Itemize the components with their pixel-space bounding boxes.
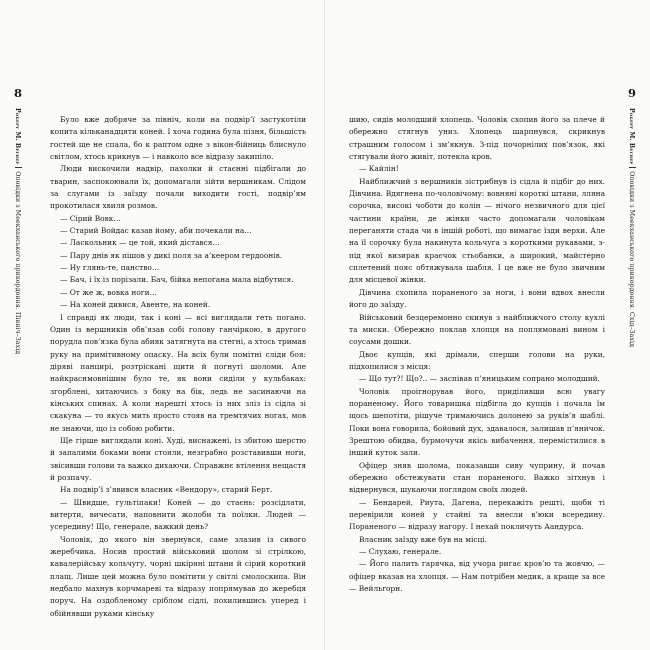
paragraph: — Бач, і їх із порізали. Бач, бійка непогана мала відбутися. <box>60 275 294 285</box>
paragraph: Власник заїзду вже був на місці. <box>359 534 487 544</box>
left-running-head-author: Роберт М. Вегнер <box>14 108 21 165</box>
paragraph: — На коней дивися, Авенте, на коней. <box>60 300 211 310</box>
paragraph: — Ну глянь-те, панство… <box>60 263 160 273</box>
right-page <box>325 0 650 650</box>
paragraph: Було вже добряче за північ, коли на подвір’ї застукотіли копита кільканадцяти коней. І хоча година була пізня, більшість гостей ще не спала, бо к раптом одне з вікон-бійниць блиснуло світлом, хтось крикнув — і навколо все відразу закипіло. <box>50 115 306 162</box>
right-running-head <box>625 86 639 606</box>
paragraph: Чоловік, до якого він звернувся, саме злазив із сивого жеребчика. Носив простий військовий шолом зі стрілкою, кавалерійську кольчугу, чорні шкіряні штани й сірий короткий плащ. Лише цей можна було помітити у світлі смолоскипа. Він недбало махнув корчмареві та відразу попрямував до жеребця поруч. На оздобленому сріблом сідлі, похилившись уперед і обійнявши руками кінську <box>50 534 306 618</box>
paragraph: — Швидше, гультіпаки! Коней — до стаєнь: розсідлати, витерти, вичесати, наповнити жолоби та поїлки. Людей — усередину! Що, генерале, важкий день? <box>50 497 306 532</box>
paragraph: Офіцер зняв шолома, показавши сиву чуприну, й почав обережно обстежувати стан пораненого. Важко зітхнув і відвернувся, шукаючи поглядом своїх людей. <box>349 460 605 495</box>
left-running-head-title: Оповідки з Меекханського прикордоння. Північ–Захід <box>14 171 21 355</box>
left-running-head <box>11 86 25 606</box>
paragraph: — Кайлін! <box>359 164 399 174</box>
left-running-head-text <box>13 108 22 354</box>
left-vertical-head <box>11 108 25 588</box>
paragraph: Військовий безцеремонно скинув з найближчого столу кухлі та миски. Обережно поклав хлопця на поплямовані вином і соусами дошки. <box>349 312 605 347</box>
paragraph: — Пару днів як пішов у дикі поля за а’кеером гердоонів. <box>60 250 283 260</box>
paragraph: — Ласкольник — це той, який дістався… <box>60 238 220 248</box>
paragraph: — От же ж, вовка ноги… <box>60 287 157 297</box>
left-page-number: 8 <box>13 86 22 100</box>
paragraph: — Сірий Вовк… <box>60 213 121 223</box>
left-running-head-separator <box>15 167 22 168</box>
right-running-head-title: Оповідки з Меекханського прикордоння. Схід–Захід <box>628 171 635 347</box>
paragraph: — Бендарей, Риута, Дагена, перекажіть решті, щоби ті перевірили коней у стайні та внесли в’юки всередину. Пораненого — відразу нагору. І нехай покличуть Аандурса. <box>349 497 605 532</box>
right-vertical-head <box>625 108 639 588</box>
right-running-head-author: Роберт М. Вегнер <box>628 108 635 165</box>
paragraph: — Що тут?! Що?.. — заспівав п’яницьким сопрано молодший. <box>359 374 600 384</box>
paragraph: Найближчий з вершників зістрибнув із сідла й підбіг до них. Дівчина. Вдягнена по-чоловічому: вовняні короткі штани, лляна сорочка, високі чоботи до колін — нічого незвичного для цієї частини країни, де жінки часто допомагали чоловікам переганяти стада чи в іншій роботі, що вимагає їзди верхи. Але на її сорочку була накинута кольчуга з короткими рукавами, з-під якої визирав краєчок стьобанки, а широкий, майстерно сплетений пояс обтяжувала шабля. І це вже не було звичним для місцевої жінки. <box>349 176 605 285</box>
right-running-head-separator <box>629 167 636 168</box>
left-body-text <box>50 114 306 620</box>
paragraph: Люди вискочили надвір, пахолки й стаєнні підбігали до тварин, заспокоювали їх, допомагали зійти вершникам. Слідом за слугами із заїзду почали виходити гості, подвір’ям прокотилася хвиля розмов. <box>50 164 306 211</box>
paragraph: Ще гірше виглядали коні. Худі, виснажені, із збитою шерстю й запалими боками вони стояли, незграбно розставивши ноги, звісивши голови та важко дихаючи. Справжнє втілення нещастя й розпачу. <box>50 435 306 482</box>
right-page-number: 9 <box>627 86 636 100</box>
paragraph: Дівчина схопила пораненого за ноги, і вони вдвох внесли його до заїзду. <box>349 287 605 310</box>
right-body-text <box>349 114 605 595</box>
paragraph: Чоловік проігнорував його, приділивши всю увагу пораненому. Його товаришка підбігла до купців і почала їм щось шепотіти, рішуче тримаючись долонею за руків’я шаблі. Поки вона говорила, бойовий дух, здавалося, залишав п’яничок. Зрештою обидва, бурмочучи якісь вибачення, перемістилися в інший куток зали. <box>349 386 605 458</box>
paragraph: На подвір’ї з’явився власник «Вендору», старий Берт. <box>60 485 273 495</box>
paragraph: — Старий Войдас казав йому, аби почекали на… <box>60 226 252 236</box>
paragraph: Двоє купців, які дрімали, сперши голови на руки, підхопилися з місця: <box>349 349 605 371</box>
paragraph: — Слухаю, генерале. <box>359 547 442 557</box>
right-running-head-text <box>627 108 636 347</box>
paragraph: — Його палить гарячка, від учора ригає кров’ю та жовчю, — офіцер вказав на хлопця. — Нам потрібен медик, а краще за все — Вейльгорн. <box>349 559 605 594</box>
paragraph: шию, сидів молодший хлопець. Чоловік схопив його за плече й обережно стягнув униз. Хлопець шарпнувся, скрикнув страшним голосом і зм’якнув. З-під почорнілих пов’язок, які стягували його живіт, потекла кров. <box>349 115 605 162</box>
paragraph: І справді як люди, так і коні — всі виглядали геть погано. Один із вершників обв’язав собі голову ганчіркою, в другого порудла пов’язка була абияк затягнута на стегні, а хтось тримав руку на примітивному опаску. На всіх були помітні сліди боя: діряві панцирі, розтріскані щити й погнуті шоломи. Але найкраснмовнішим було те, як вони сиділи у кульбаках: згорблені, хитаючись з боку на бік, ледь не засинаючи на кінських спинах. А коли нарешті хтось із них зліз із сідла зі скакуна — то якусь мить просто стояв на тремтячих ногах, мов не знаючи, що із собою робити. <box>50 312 306 433</box>
